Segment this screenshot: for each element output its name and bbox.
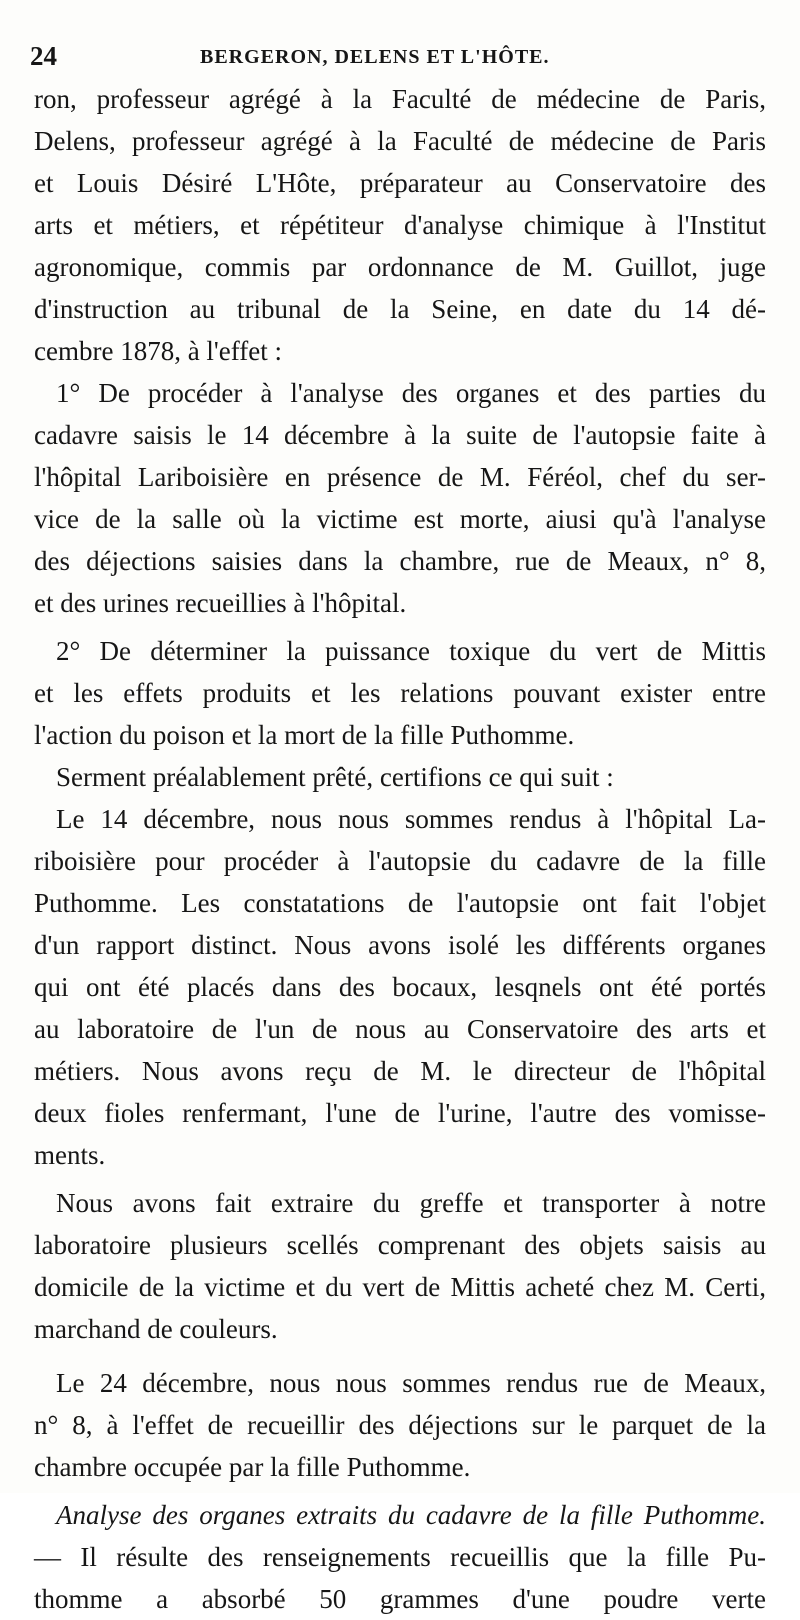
text-line: ments.	[34, 1140, 106, 1170]
text-line: Nous avons fait extraire du greffe et transporter à notre	[56, 1188, 766, 1218]
text-line: riboisière pour procéder à l'autopsie du cadavre de la fille	[34, 846, 766, 876]
text-line: arts et métiers, et répétiteur d'analyse chimique à l'Institut	[34, 210, 766, 240]
text-line: métiers. Nous avons reçu de M. le directeur de l'hôpital	[34, 1056, 766, 1086]
paragraph-oath	[34, 756, 766, 798]
paragraph-commission	[34, 78, 766, 372]
text-line: deux fioles renfermant, l'une de l'urine, l'autre des vomisse-	[34, 1098, 766, 1128]
text-line: cembre 1878, à l'effet :	[34, 336, 283, 366]
text-line: agronomique, commis par ordonnance de M. Guillot, juge	[34, 252, 766, 282]
text-line: l'action du poison et la mort de la fille Puthomme.	[34, 720, 575, 750]
paragraph-autopsy	[34, 798, 766, 1176]
text-line: et les effets produits et les relations pouvant exister entre	[34, 678, 766, 708]
text-line: Serment préalablement prêté, certifions ce qui suit :	[56, 762, 614, 792]
text-line: Puthomme. Les constatations de l'autopsie ont fait l'objet	[34, 888, 766, 918]
paragraph-mission-1	[34, 372, 766, 624]
text-line: chambre occupée par la fille Puthomme.	[34, 1452, 471, 1482]
text-line: — Il résulte des renseignements recueillis que la fille Pu-	[34, 1542, 766, 1572]
text-line: l'hôpital Lariboisière en présence de M. Féréol, chef du ser-	[34, 462, 766, 492]
paragraph-visit	[34, 1362, 766, 1488]
page-number: 24	[30, 41, 57, 71]
paragraph-analysis	[34, 1494, 766, 1620]
text-line: Delens, professeur agrégé à la Faculté de médecine de Paris	[34, 126, 766, 156]
text-line: d'instruction au tribunal de la Seine, en date du 14 dé-	[34, 294, 766, 324]
paragraph-mission-2	[34, 630, 766, 756]
text-line: domicile de la victime et du vert de Mittis acheté chez M. Certi,	[34, 1272, 766, 1302]
text-line: thomme a absorbé 50 grammes d'une poudre verte	[34, 1584, 766, 1614]
text-line: des déjections saisies dans la chambre, rue de Meaux, n° 8,	[34, 546, 766, 576]
running-title: BERGERON, DELENS ET L'HÔTE.	[200, 46, 550, 68]
text-line: 1° De procéder à l'analyse des organes et des parties du	[56, 378, 766, 408]
text-line: Le 24 décembre, nous nous sommes rendus rue de Meaux,	[56, 1368, 766, 1398]
text-line: vice de la salle où la victime est morte, aiusi qu'à l'analyse	[34, 504, 766, 534]
text-line: au laboratoire de l'un de nous au Conservatoire des arts et	[34, 1014, 766, 1044]
text-line: ron, professeur agrégé à la Faculté de médecine de Paris,	[34, 84, 766, 114]
section-heading: Analyse des organes extraits du cadavre de la fille Puthomme.	[56, 1500, 766, 1530]
text-line: laboratoire plusieurs scellés comprenant des objets saisis au	[34, 1230, 766, 1260]
text-line: et Louis Désiré L'Hôte, préparateur au Conservatoire des	[34, 168, 766, 198]
text-line: et des urines recueillies à l'hôpital.	[34, 588, 407, 618]
running-header	[30, 36, 770, 76]
text-line: Le 14 décembre, nous nous sommes rendus à l'hôpital La-	[56, 804, 766, 834]
text-line: n° 8, à l'effet de recueillir des déjections sur le parquet de la	[34, 1410, 766, 1440]
text-line: cadavre saisis le 14 décembre à la suite de l'autopsie faite à	[34, 420, 766, 450]
body-text	[34, 78, 766, 1620]
text-line: qui ont été placés dans des bocaux, lesqnels ont été portés	[34, 972, 766, 1002]
text-line: d'un rapport distinct. Nous avons isolé les différents organes	[34, 930, 766, 960]
text-line: marchand de couleurs.	[34, 1314, 278, 1344]
paragraph-seals	[34, 1182, 766, 1350]
text-line: 2° De déterminer la puissance toxique du vert de Mittis	[56, 636, 766, 666]
